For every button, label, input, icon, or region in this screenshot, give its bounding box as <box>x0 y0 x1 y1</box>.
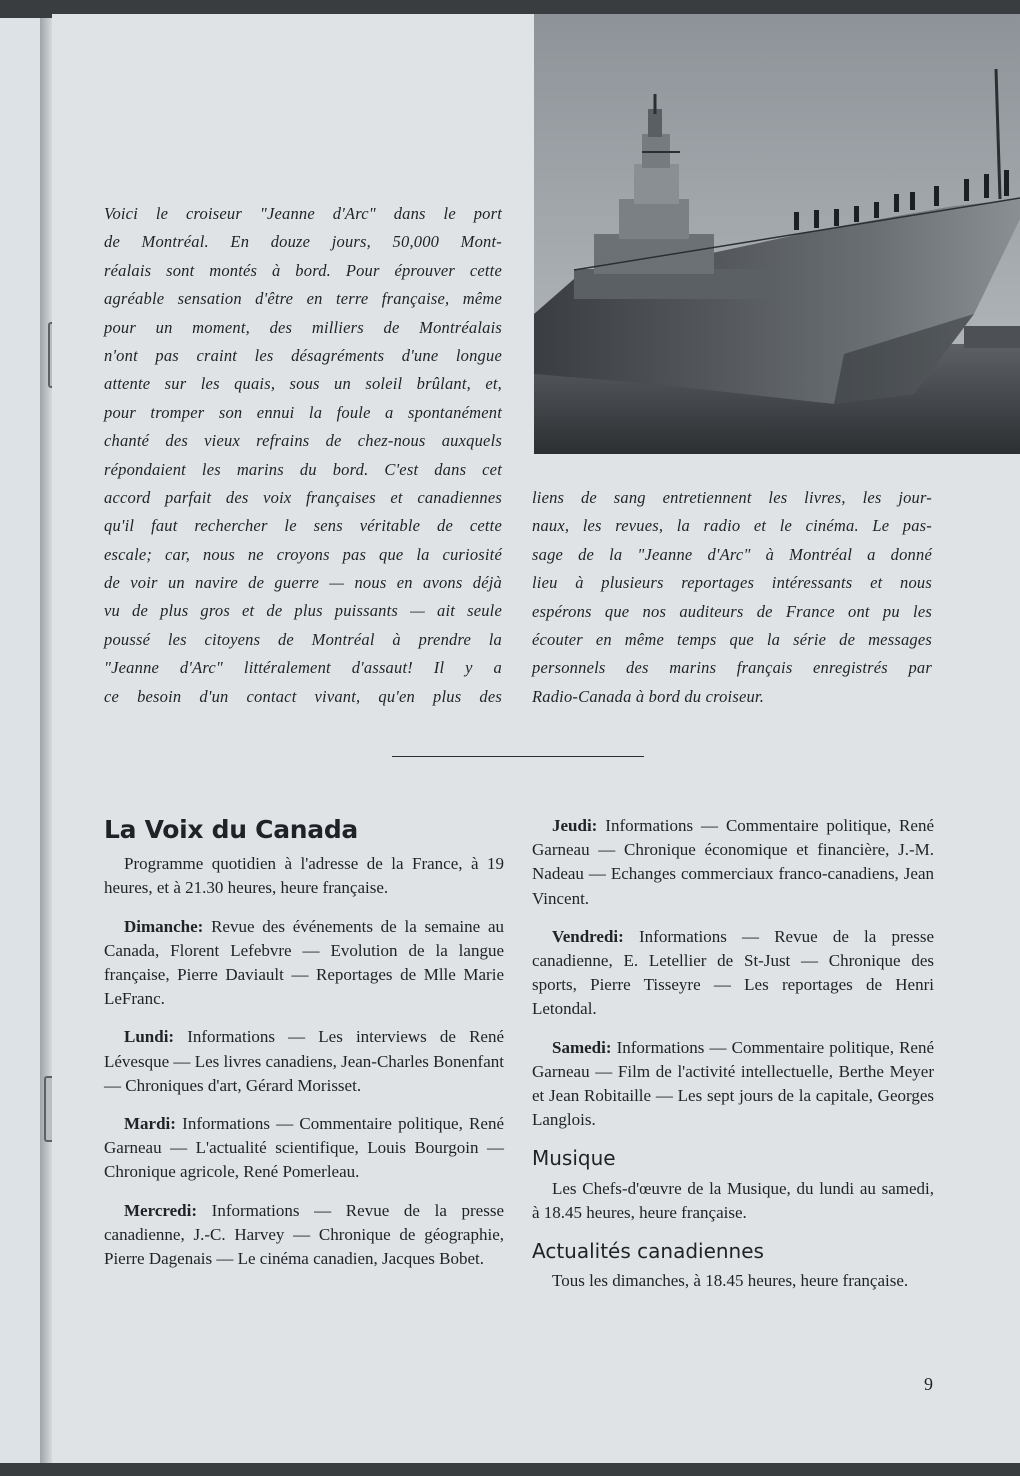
caption-line: chanté des vieux refrains de chez-nous auxquels <box>104 431 502 451</box>
voix-intro: Programme quotidien à l'adresse de la France, à 19 heures, et à 21.30 heures, heure française. <box>104 854 504 898</box>
day-entry-lundi <box>104 1025 504 1098</box>
day-text: Informations — Commentaire politique, René Garneau — L'actualité scientifique, Louis Bourgoin — Chronique agricole, René Pomerleau. <box>104 1114 504 1182</box>
voix-column-left <box>104 815 505 1285</box>
day-label: Dimanche: <box>124 916 204 936</box>
day-text: Informations — Les interviews de René Lévesque — Les livres canadiens, Jean-Charles Bonenfant — Chroniques d'art, Gérard Morisset. <box>104 1027 504 1095</box>
page <box>52 14 1020 1463</box>
caption-line: qu'il faut rechercher le sens véritable de cette <box>104 516 502 536</box>
day-entry-samedi <box>532 1036 934 1133</box>
caption-line: accord parfait des voix françaises et canadiennes <box>104 487 502 507</box>
day-text: Informations — Revue de la presse canadienne, E. Letellier de St-Just — Chronique des sports, Pierre Tisseyre — Les reportages de Henri Letondal. <box>532 926 935 1019</box>
ship-photo <box>534 14 1020 454</box>
caption-line: "Jeanne d'Arc" littéralement d'assaut! Il y a <box>104 658 502 678</box>
caption-line: naux, les revues, la radio et le cinéma. Le pas- <box>532 516 932 536</box>
day-entry-jeudi <box>532 814 934 911</box>
page-number: 9 <box>924 1374 933 1394</box>
facing-page-edge <box>0 18 40 1463</box>
cruiser-illustration <box>534 14 1020 454</box>
caption-line: espérons que nos auditeurs de France ont pu les <box>532 601 932 621</box>
voix-column-right <box>532 814 934 1307</box>
day-text: Informations — Revue de la presse canadienne, J.-C. Harvey — Chronique de géographie, Pierre Dagenais — Le cinéma canadien, Jacques Bobet. <box>104 1200 505 1269</box>
caption-line: pour tromper son ennui la foule a spontanément <box>104 402 502 422</box>
musique-title: Musique <box>532 1146 616 1171</box>
caption-line: écouter en même temps que la série de messages <box>532 629 932 649</box>
caption-line: pour un moment, des milliers de Montréalais <box>104 317 502 337</box>
musique-text: Les Chefs-d'œuvre de la Musique, du lundi au samedi, à 18.45 heures, heure française. <box>532 1178 934 1222</box>
day-entry-mercredi <box>104 1199 504 1272</box>
caption-line: de voir un navire de guerre — nous en avons déjà <box>104 573 502 593</box>
actualites-title: Actualités canadiennes <box>532 1239 764 1264</box>
caption-line: escale; car, nous ne croyons pas que la curiosité <box>104 544 502 564</box>
caption-line: n'ont pas craint les désagréments d'une longue <box>104 345 502 365</box>
caption-line: vu de plus gros et de plus puissants — ait seule <box>104 601 502 621</box>
day-label: Mardi: <box>124 1114 176 1134</box>
actualites-text: Tous les dimanches, à 18.45 heures, heure française. <box>552 1271 909 1291</box>
day-entry-vendredi <box>532 925 934 1022</box>
section-divider <box>392 756 644 757</box>
caption-right <box>532 484 932 711</box>
caption-line: réalais sont montés à bord. Pour éprouver cette <box>104 260 502 280</box>
day-label: Lundi: <box>124 1027 175 1047</box>
day-entry-dimanche <box>104 915 504 1012</box>
caption-line: attente sur les quais, sous un soleil brûlant, et, <box>104 374 502 394</box>
day-text: Informations — Commentaire politique, René Garneau — Chronique économique et financière, J.-M. Nadeau — Echanges commerciaux franco-canadiens, Jean Vincent. <box>532 816 934 908</box>
day-label: Vendredi: <box>552 926 624 946</box>
voix-title: La Voix du Canada <box>104 815 359 844</box>
caption-line: répondaient les marins du bord. C'est dans cet <box>104 459 502 479</box>
day-text: Revue des événements de la semaine au Canada, Florent Lefebvre — Evolution de la langue française, Pierre Daviault — Reportages de Mlle Marie LeFranc. <box>104 916 504 1009</box>
caption-line: de Montréal. En douze jours, 50,000 Mont- <box>104 232 502 252</box>
caption-line: personnels des marins français enregistrés par <box>532 658 932 678</box>
caption-left <box>104 200 502 711</box>
caption-line: Radio-Canada à bord du croiseur. <box>532 686 765 706</box>
caption-line: agréable sensation d'être en terre française, même <box>104 289 502 309</box>
day-entry-mardi <box>104 1112 504 1185</box>
caption-line: liens de sang entretiennent les livres, les jour- <box>532 488 932 507</box>
binding-gutter <box>40 18 52 1463</box>
day-text: Informations — Commentaire politique, René Garneau — Film de l'activité intellectuelle, Berthe Meyer et Jean Robitaille — Les sept jours de la capitale, Georges Langlois. <box>532 1037 934 1130</box>
caption-line: poussé les citoyens de Montréal à prendre la <box>104 629 502 649</box>
caption-line: Voici le croiseur "Jeanne d'Arc" dans le port <box>104 204 502 223</box>
caption-line: ce besoin d'un contact vivant, qu'en plus des <box>104 686 502 706</box>
day-label: Mercredi: <box>124 1200 197 1220</box>
day-label: Samedi: <box>552 1037 612 1057</box>
caption-line: lieu à plusieurs reportages intéressants et nous <box>532 573 932 593</box>
day-label: Jeudi: <box>552 816 598 835</box>
caption-line: sage de la "Jeanne d'Arc" à Montréal a donné <box>532 544 932 564</box>
